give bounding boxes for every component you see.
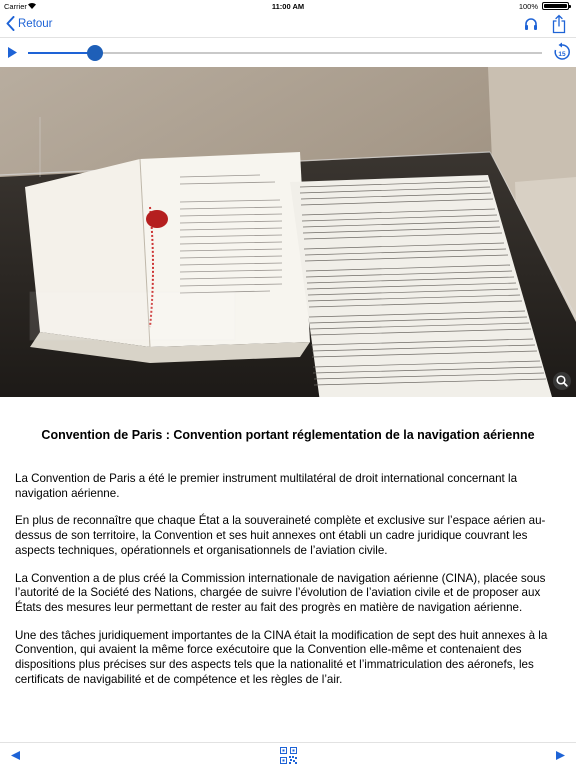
exhibit-photo — [0, 67, 576, 397]
progress-track[interactable] — [28, 52, 542, 54]
replay-seconds: 15 — [558, 51, 566, 58]
audio-player — [0, 39, 576, 67]
battery-icon — [542, 2, 569, 10]
exhibit-image — [0, 67, 576, 397]
article-paragraph: Une des tâches juridiquement importantes de la CINA était la modification de sept des huit annexes à la Convention, qui avaient la même force exécutoire que la Convention elle-même et contenaient des dispositions plus précises sur des aspects tels que la nationalité et l’immatriculation des aéronefs, les certificats de navigabilité et de compétence et les règles de l’air. — [15, 628, 548, 686]
article-body — [15, 472, 563, 700]
replay-15-icon — [553, 42, 571, 62]
headphones-icon[interactable] — [524, 17, 538, 31]
zoom-icon — [553, 372, 571, 390]
bottom-toolbar — [0, 742, 576, 768]
article-paragraph: La Convention a de plus créé la Commission internationale de navigation aérienne (CINA), placée sous l’autorité de la Société des Nations, chargée de suivre l’évolution de l’aviation civile et de proposer aux États des mesures leur permettant de rester au fait des progrès en matière de navigation aérienne. — [15, 571, 546, 614]
play-icon[interactable] — [7, 46, 18, 59]
battery-percent: 100% — [518, 2, 538, 11]
replay-button[interactable] — [553, 42, 571, 67]
navigation-bar — [0, 12, 576, 38]
article-paragraph: En plus de reconnaître que chaque État a la souveraineté complète et exclusive sur l’espace aérien au-dessus de son territoire, la Convention et ses huit annexes ont établi un cadre juridique couvrant les aspects techniques, opérationnels et organisationnels de l’aviation civile. — [15, 514, 546, 557]
back-button[interactable] — [6, 16, 53, 31]
share-icon[interactable] — [552, 14, 566, 34]
article-title: Convention de Paris : Convention portant réglementation de la navigation aérienne — [41, 428, 535, 442]
carrier-label: Carrier — [4, 2, 27, 11]
arrow-right-icon[interactable] — [555, 750, 566, 761]
chevron-left-icon — [6, 16, 15, 31]
progress-knob[interactable] — [87, 45, 103, 61]
zoom-button[interactable] — [553, 372, 571, 390]
qr-code-icon[interactable] — [280, 747, 297, 764]
back-label: Retour — [18, 17, 53, 30]
progress-fill — [28, 52, 95, 54]
status-time: 11:00 AM — [271, 2, 305, 11]
status-bar — [0, 0, 576, 12]
arrow-left-icon[interactable] — [10, 750, 21, 761]
article-paragraph: La Convention de Paris a été le premier instrument multilatéral de droit international concernant la navigation aérienne. — [15, 472, 518, 500]
